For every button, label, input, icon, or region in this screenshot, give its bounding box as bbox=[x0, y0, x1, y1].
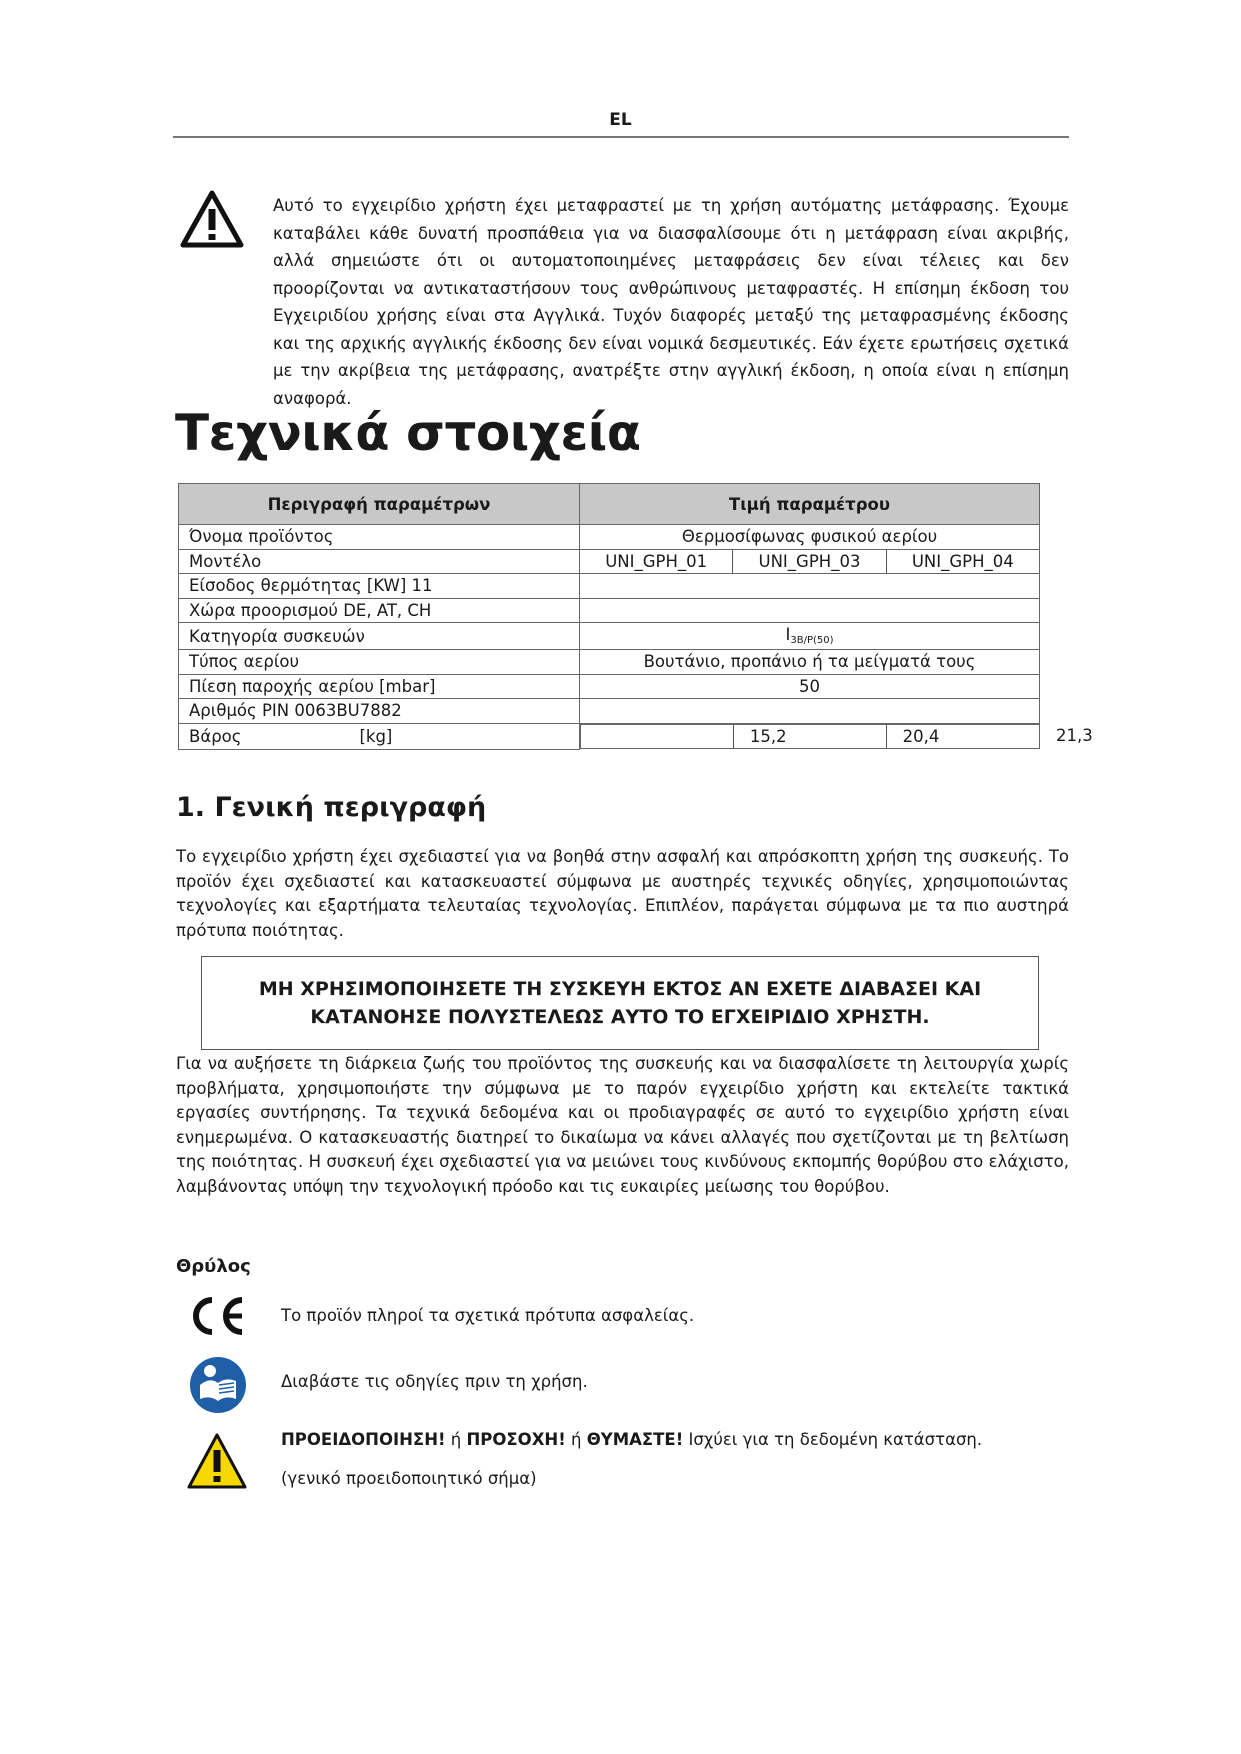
weight-value: 15,2 bbox=[733, 725, 886, 749]
param-label: Κατηγορία συσκευών bbox=[179, 623, 580, 650]
category-main: I bbox=[785, 625, 791, 644]
table-row bbox=[179, 574, 1040, 599]
section-heading: 1. Γενική περιγραφή bbox=[176, 792, 487, 823]
body-paragraph: Για να αυξήσετε τη διάρκεια ζωής του προϊόντος της συσκευής και να διασφαλίσετε τη λειτουργία χωρίς προβλήματα, χρησιμοποιήστε την σύμφωνα με το παρόν εγχειρίδιο χρήστη και εκτελείτε τακτικά εργασίες συντήρησης. Τα τεχνικά δεδομένα και οι προδιαγραφές σε αυτό το εγχειρίδιο χρήστη είναι ενημερωμένα. Ο κατασκευαστής διατηρεί το δικαίωμα να κάνει αλλαγές που σχετίζονται με τη βελτίωση της ποιότητας. Η συσκευή έχει σχεδιαστεί για να μειώνει τους κινδύνους εκπομπής θορύβου στο ελάχιστο, λαμβάνοντας υπόψη την τεχνολογική πρόοδο και τις ευκαιρίες μείωσης του θορύβου. bbox=[176, 1054, 1069, 1196]
technical-data-table bbox=[178, 483, 1040, 750]
legend-heading: Θρύλος bbox=[176, 1256, 251, 1277]
weight-empty bbox=[581, 725, 733, 749]
warning-rest: Ισχύει για τη δεδομένη κατάσταση. bbox=[683, 1430, 983, 1449]
header-divider bbox=[173, 136, 1069, 138]
param-value bbox=[580, 623, 1040, 650]
param-value: Θερμοσίφωνας φυσικού αερίου bbox=[580, 525, 1040, 550]
column-header: Περιγραφή παραμέτρων bbox=[179, 484, 580, 525]
param-label: Μοντέλο bbox=[179, 549, 580, 574]
body-paragraph: Το εγχειρίδιο χρήστη έχει σχεδιαστεί για να βοηθά στην ασφαλή και απρόσκοπτη χρήση της συσκευής. Το προϊόν έχει σχεδιαστεί και κατασκευαστεί σύμφωνα με αυστηρές τεχνικές οδηγίες, χρησιμοποιώντας τεχνολογίες και εξαρτήματα τελευταίας τεχνολογίας. Επιπλέον, παράγεται σύμφωνα με τα πιο αυστηρά πρότυπα ποιότητας. bbox=[176, 847, 1069, 940]
weight-value: 21,3 bbox=[1056, 726, 1093, 745]
legend-text: Διαβάστε τις οδηγίες πριν τη χρήση. bbox=[281, 1372, 588, 1391]
param-value bbox=[580, 549, 1040, 574]
or-text: ή bbox=[445, 1430, 467, 1449]
param-label: Τύπος αερίου bbox=[179, 650, 580, 675]
legend-text: Το προϊόν πληροί τα σχετικά πρότυπα ασφαλείας. bbox=[281, 1306, 695, 1325]
weight-value: 20,4 bbox=[886, 725, 1039, 749]
general-warning-icon bbox=[186, 1432, 248, 1490]
table-row bbox=[179, 525, 1040, 550]
table-row bbox=[179, 674, 1040, 699]
page-title: Τεχνικά στοιχεία bbox=[175, 404, 641, 462]
category-sub: 3B/P(50) bbox=[790, 635, 834, 646]
table-row bbox=[179, 598, 1040, 623]
param-label: Είσοδος θερμότητας [KW] 11 bbox=[179, 574, 580, 599]
legend-text bbox=[281, 1430, 982, 1449]
warning-word: ΠΡΟΕΙΔΟΠΟΙΗΣΗ! bbox=[281, 1430, 446, 1449]
table-row bbox=[179, 623, 1040, 650]
param-label: Αριθμός PIN 0063BU7882 bbox=[179, 699, 580, 724]
param-value bbox=[580, 574, 1040, 599]
translation-disclaimer: Αυτό το εγχειρίδιο χρήστη έχει μεταφραστεί με τη χρήση αυτόματης μετάφρασης. Έχουμε καταβάλει κάθε δυνατή προσπάθεια για να διασφαλίσουμε ότι η μετάφραση είναι ακριβής, αλλά σημειώστε ότι οι αυτοματοποιημένες μεταφράσεις δεν είναι τέλειες και δεν προορίζονται να αντικαταστήσουν τους ανθρώπινους μεταφραστές. Η επίσημη έκδοση του Εγχειριδίου χρήσης είναι στα Αγγλικά. Τυχόν διαφορές μεταξύ της μεταφρασμένης έκδοσης και της αρχικής αγγλικής έκδοσης δεν είναι νομικά δεσμευτικές. Εάν έχετε ερωτήσεις σχετικά με την ακρίβεια της μετάφρασης, ανατρέξτε στην αγγλική έκδοση, η οποία είναι η επίσημη αναφορά. bbox=[273, 196, 1069, 408]
param-label: Πίεση παροχής αερίου [mbar] bbox=[179, 674, 580, 699]
param-value: 50 bbox=[580, 674, 1040, 699]
warning-triangle-icon bbox=[180, 190, 244, 248]
table-row bbox=[179, 723, 1040, 749]
model-name: UNI_GPH_01 bbox=[580, 550, 733, 573]
param-value: Βουτάνιο, προπάνιο ή τα μείγματά τους bbox=[580, 650, 1040, 675]
param-label bbox=[179, 723, 580, 749]
legend-subtext: (γενικό προειδοποιητικό σήμα) bbox=[281, 1469, 537, 1488]
language-label: EL bbox=[609, 110, 632, 130]
table-row bbox=[179, 699, 1040, 724]
caution-word: ΠΡΟΣΟΧΗ! bbox=[466, 1430, 566, 1449]
param-label: Χώρα προορισμού DE, AT, CH bbox=[179, 598, 580, 623]
column-header: Τιμή παραμέτρου bbox=[580, 484, 1040, 525]
table-row bbox=[179, 549, 1040, 574]
table-row bbox=[179, 650, 1040, 675]
ce-mark-icon bbox=[188, 1294, 248, 1338]
model-name: UNI_GPH_03 bbox=[733, 550, 886, 573]
notice-box: ΜΗ ΧΡΗΣΙΜΟΠΟΙΗΣΕΤΕ ΤΗ ΣΥΣΚΕΥΗ ΕΚΤΟΣ ΑΝ ΕΧΕΤΕ ΔΙΑΒΑΣΕΙ ΚΑΙ ΚΑΤΑΝΟΗΣΕ ΠΟΛΥΣΤΕΛΕΩΣ ΑΥΤΟ ΤΟ ΕΓΧΕΙΡΙΔΙΟ ΧΡΗΣΤΗ. bbox=[201, 956, 1039, 1050]
param-label: Όνομα προϊόντος bbox=[179, 525, 580, 550]
table-header-row bbox=[179, 484, 1040, 525]
read-instructions-icon bbox=[188, 1355, 248, 1415]
param-value bbox=[580, 699, 1040, 724]
weight-label: Βάρος bbox=[189, 726, 242, 746]
weight-unit: [kg] bbox=[359, 726, 393, 746]
remember-word: ΘΥΜΑΣΤΕ! bbox=[586, 1430, 684, 1449]
param-value bbox=[580, 724, 1040, 750]
or-text: ή bbox=[565, 1430, 587, 1449]
param-value bbox=[580, 598, 1040, 623]
model-name: UNI_GPH_04 bbox=[911, 551, 1014, 571]
